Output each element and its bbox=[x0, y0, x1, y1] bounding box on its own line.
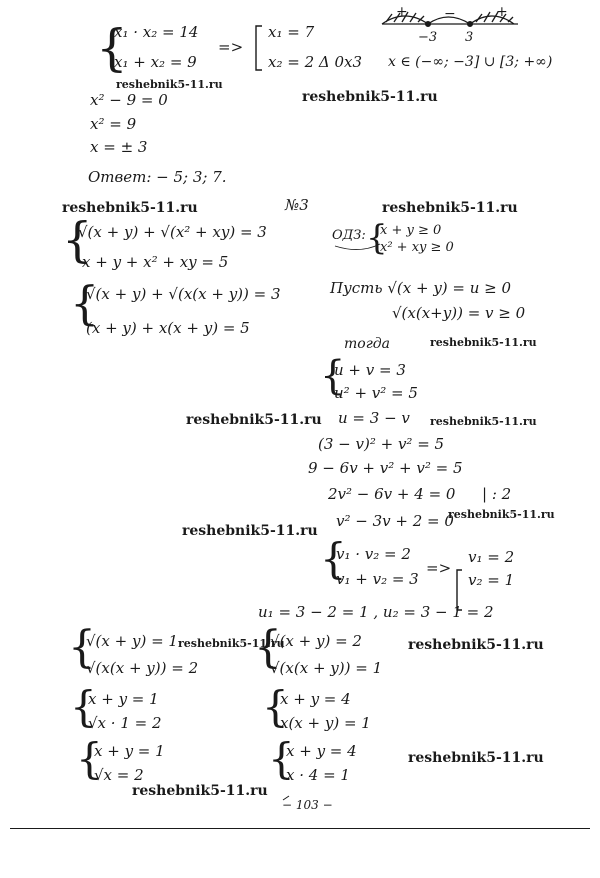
interval-point-3: 3 bbox=[465, 30, 474, 45]
solve-step-1: (3 − v)² + v² = 5 bbox=[318, 435, 445, 453]
case1-step2-eq2: √x · 1 = 2 bbox=[88, 714, 162, 732]
interval-answer: x ∈ (−∞; −3] ∪ [3; +∞) bbox=[388, 54, 553, 70]
system-brace: { bbox=[268, 734, 295, 783]
solve-step-3: 2v² − 6v + 4 = 0 bbox=[328, 485, 456, 503]
watermark: reshebnik5-11.ru bbox=[132, 783, 268, 799]
odz-condition-2: x² + xy ≥ 0 bbox=[380, 240, 454, 255]
equation-2: x² = 9 bbox=[90, 115, 137, 133]
substitution-v: √(x(x+y)) = v ≥ 0 bbox=[392, 304, 526, 322]
case2-eq1: √(x + y) = 2 bbox=[270, 632, 362, 650]
root-v2: v₂ = 1 bbox=[468, 571, 515, 589]
odz-label: ОДЗ: bbox=[332, 228, 366, 243]
system-brace: { bbox=[320, 534, 347, 583]
watermark: reshebnik5-11.ru bbox=[116, 78, 223, 91]
solve-step-2: 9 − 6v + v² + v² = 5 bbox=[308, 459, 463, 477]
u-expression: u = 3 − v bbox=[338, 409, 410, 427]
problem-number: №3 bbox=[285, 196, 309, 214]
watermark: reshebnik5-11.ru bbox=[430, 415, 537, 428]
vieta-sum: v₁ + v₂ = 3 bbox=[336, 570, 419, 588]
answer-line: Ответ: − 5; 3; 7. bbox=[88, 168, 227, 186]
system-a-eq2: x + y + x² + xy = 5 bbox=[82, 253, 229, 271]
uv-system-eq2: u² + v² = 5 bbox=[334, 384, 418, 402]
watermark: reshebnik5-11.ru bbox=[186, 412, 322, 428]
interval-sign-middle: − bbox=[444, 6, 456, 22]
system-brace: { bbox=[320, 353, 346, 399]
u-values: u₁ = 3 − 2 = 1 , u₂ = 3 − 1 = 2 bbox=[258, 603, 494, 621]
case1-eq1: √(x + y) = 1 bbox=[86, 632, 178, 650]
system-b-eq1: √(x + y) + √(x(x + y)) = 3 bbox=[86, 285, 281, 303]
top-system1-eq2: x₁ + x₂ = 9 bbox=[114, 53, 197, 71]
equation-1: x² − 9 = 0 bbox=[90, 91, 168, 109]
system-brace: { bbox=[254, 622, 282, 673]
case2-step2-eq2: x(x + y) = 1 bbox=[280, 714, 371, 732]
page-bottom-rule bbox=[10, 828, 590, 829]
system-brace: { bbox=[70, 276, 100, 330]
case1-step3-eq1: x + y = 1 bbox=[94, 742, 165, 760]
case2-step3-eq1: x + y = 4 bbox=[286, 742, 357, 760]
solve-step-4: v² − 3v + 2 = 0 bbox=[336, 512, 454, 530]
watermark: reshebnik5-11.ru bbox=[182, 523, 318, 539]
implies-arrow: => bbox=[218, 38, 244, 56]
odz-condition-1: x + y ≥ 0 bbox=[380, 223, 442, 238]
system-brace: { bbox=[62, 212, 93, 268]
substitution-u: Пусть √(x + y) = u ≥ 0 bbox=[330, 279, 512, 297]
page-number: − 103 − bbox=[282, 798, 333, 812]
watermark: reshebnik5-11.ru bbox=[62, 200, 198, 216]
system-brace: { bbox=[68, 622, 96, 673]
odz-brace: { bbox=[366, 218, 388, 258]
system-brace: { bbox=[70, 682, 97, 731]
top-system1-eq1: x₁ · x₂ = 14 bbox=[114, 23, 199, 41]
case2-step2-eq1: x + y = 4 bbox=[280, 690, 351, 708]
watermark: reshebnik5-11.ru bbox=[408, 637, 544, 653]
equation-3: x = ± 3 bbox=[90, 138, 148, 156]
implies-arrow: => bbox=[426, 559, 452, 577]
case1-step3-eq2: √x = 2 bbox=[94, 766, 144, 784]
watermark: reshebnik5-11.ru bbox=[178, 637, 285, 650]
interval-sign-right: + bbox=[496, 4, 508, 20]
watermark: reshebnik5-11.ru bbox=[382, 200, 518, 216]
interval-sign-left: + bbox=[396, 4, 408, 20]
case2-eq2: √(x(x + y)) = 1 bbox=[270, 659, 383, 677]
interval-point-minus3: −3 bbox=[418, 30, 438, 45]
watermark: reshebnik5-11.ru bbox=[302, 89, 438, 105]
then-word: тогда bbox=[344, 336, 390, 352]
top-system2-eq1: x₁ = 7 bbox=[268, 23, 315, 41]
system-b-eq2: (x + y) + x(x + y) = 5 bbox=[86, 319, 250, 337]
system-a-eq1: √(x + y) + √(x² + xy) = 3 bbox=[78, 223, 267, 241]
watermark: reshebnik5-11.ru bbox=[448, 508, 555, 521]
case1-step2-eq1: x + y = 1 bbox=[88, 690, 159, 708]
system-brace: { bbox=[262, 682, 289, 731]
watermark: reshebnik5-11.ru bbox=[408, 750, 544, 766]
case2-step3-eq2: x · 4 = 1 bbox=[286, 766, 350, 784]
root-v1: v₁ = 2 bbox=[468, 548, 515, 566]
watermark: reshebnik5-11.ru bbox=[430, 336, 537, 349]
divide-by-2: | : 2 bbox=[482, 485, 512, 503]
system-brace: { bbox=[96, 19, 128, 77]
vieta-product: v₁ · v₂ = 2 bbox=[336, 545, 411, 563]
uv-system-eq1: u + v = 3 bbox=[334, 361, 406, 379]
top-system2-eq2: x₂ = 2 Δ 0x3 bbox=[268, 53, 363, 71]
case1-eq2: √(x(x + y)) = 2 bbox=[86, 659, 199, 677]
system-brace: { bbox=[76, 734, 103, 783]
